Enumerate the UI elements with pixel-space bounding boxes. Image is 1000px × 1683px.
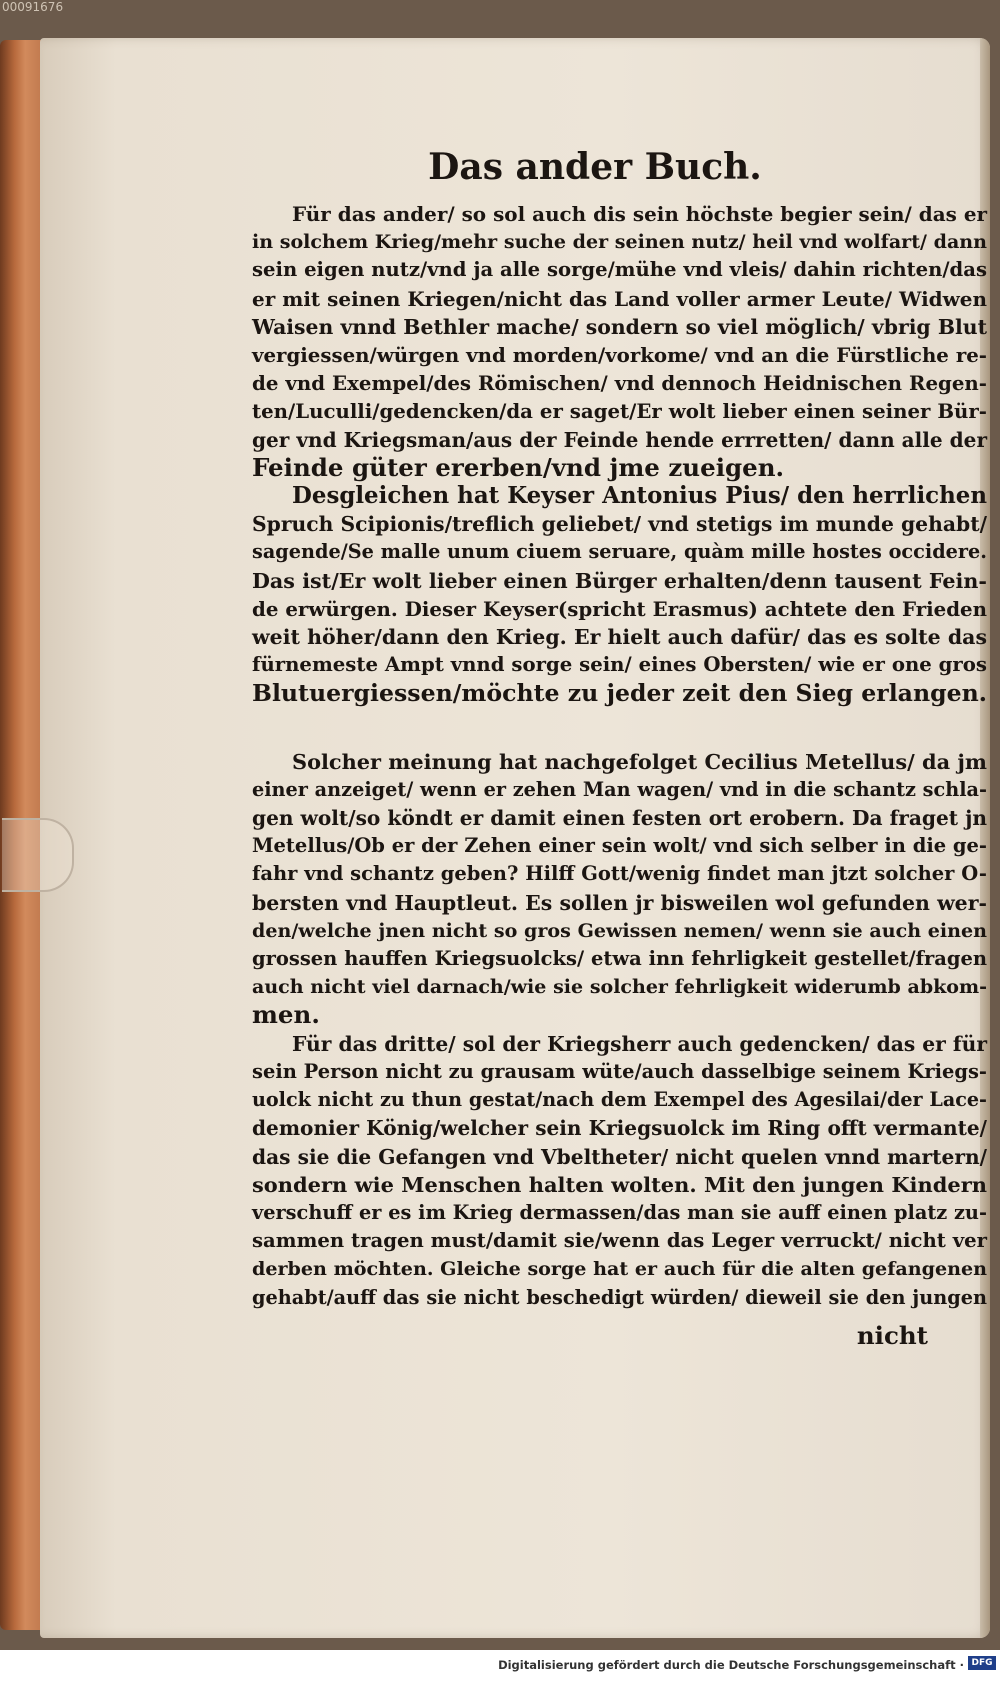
text-line: fürnemeste Ampt vnnd sorge sein/ eines Obersten/ wie er one gros <box>252 653 987 677</box>
scan-id-label: 00091676 <box>2 0 64 14</box>
text-line: auch nicht viel darnach/wie sie solcher fehrligkeit widerumb abkom- <box>252 976 987 999</box>
text-line: men. <box>252 1000 320 1030</box>
text-line: ger vnd Kriegsman/aus der Feinde hende errretten/ dann alle der <box>252 427 987 452</box>
text-line: de erwürgen. Dieser Keyser(spricht Erasmus) achtete den Frieden <box>252 596 987 621</box>
text-line: verschuff er es im Krieg dermassen/das man sie auff einen platz zu- <box>252 1200 987 1224</box>
text-line: Spruch Scipionis/treflich geliebet/ vnd stetigs im munde gehabt/ <box>252 512 987 537</box>
text-line: vergiessen/würgen vnd morden/vorkome/ vnd an die Fürstliche re- <box>252 343 987 368</box>
text-line: sein Person nicht zu grausam wüte/auch dasselbige seinem Kriegs- <box>252 1059 987 1083</box>
text-line: sagende/Se malle unum ciuem seruare, quàm mille hostes occidere. <box>252 540 987 564</box>
text-line: ten/Luculli/gedencken/da er saget/Er wolt lieber einen seiner Bür- <box>252 399 987 424</box>
text-line: gen wolt/so köndt er damit einen festen ort erobern. Da fraget jn <box>252 806 987 831</box>
text-line: in solchem Krieg/mehr suche der seinen nutz/ heil vnd wolfart/ dann <box>252 231 987 254</box>
text-line: Für das ander/ so sol auch dis sein höchste begier sein/ das er <box>292 202 987 226</box>
text-line: demonier König/welcher sein Kriegsuolck im Ring offt vermante/ <box>252 1116 987 1141</box>
text-line: das sie die Gefangen vnd Vbeltheter/ nicht quelen vnnd martern/ <box>252 1144 987 1169</box>
text-line: einer anzeiget/ wenn er zehen Man wagen/ vnd in die schantz schla- <box>252 777 987 801</box>
bookmark-tab <box>2 818 74 892</box>
text-line: Desgleichen hat Keyser Antonius Pius/ den herrlichen <box>292 482 987 510</box>
text-line: Feinde güter ererben/vnd jme zueigen. <box>252 452 785 482</box>
text-line: sondern wie Menschen halten wolten. Mit den jungen Kindern <box>252 1171 987 1197</box>
text-line: Blutuergiessen/möchte zu jeder zeit den Sieg erlangen. <box>252 679 987 708</box>
text-line: de vnd Exempel/des Römischen/ vnd dennoch Heidnischen Regen- <box>252 371 987 396</box>
text-line: Für das dritte/ sol der Kriegsherr auch gedencken/ das er für <box>292 1031 987 1056</box>
text-line: derben möchten. Gleiche sorge hat er auch für die alten gefangenen <box>252 1257 987 1281</box>
text-line: Das ist/Er wolt lieber einen Bürger erhalten/denn tausent Fein- <box>252 568 987 593</box>
text-line: grossen hauffen Kriegsuolcks/ etwa inn fehrligkeit gestellet/fragen <box>252 947 987 971</box>
text-line: bersten vnd Hauptleut. Es sollen jr bisweilen wol gefunden wer- <box>252 890 987 915</box>
body-text <box>252 200 987 1312</box>
footer-credit: Digitalisierung gefördert durch die Deutsche Forschungsgemeinschaft · <box>498 1658 964 1672</box>
running-head: Das ander Buch. <box>428 146 762 188</box>
text-line: weit höher/dann den Krieg. Er hielt auch dafür/ das es solte das <box>252 625 987 650</box>
dfg-logo: DFG <box>968 1656 996 1670</box>
text-line: gehabt/auff das sie nicht beschedigt würden/ dieweil sie den jungen <box>252 1285 987 1309</box>
text-line: sammen tragen must/damit sie/wenn das Leger verruckt/ nicht ver <box>252 1229 987 1253</box>
book-page <box>40 38 990 1638</box>
text-line: uolck nicht zu thun gestat/nach dem Exempel des Agesilai/der Lace- <box>252 1088 987 1112</box>
text-line: sein eigen nutz/vnd ja alle sorge/mühe vnd vleis/ dahin richten/das <box>252 258 987 282</box>
text-line: fahr vnd schantz geben? Hilff Gott/wenig findet man jtzt solcher O- <box>252 862 987 886</box>
text-line: er mit seinen Kriegen/nicht das Land voller armer Leute/ Widwen <box>252 286 987 311</box>
catchword: nicht <box>856 1321 928 1350</box>
text-line: Solcher meinung hat nachgefolget Cecilius Metellus/ da jm <box>292 748 987 774</box>
text-line: Metellus/Ob er der Zehen einer sein wolt/ vnd sich selber in die ge- <box>252 834 987 858</box>
text-line: den/welche jnen nicht so gros Gewissen nemen/ wenn sie auch einen <box>252 919 987 942</box>
text-line: Waisen vnnd Bethler mache/ sondern so viel möglich/ vbrig Blut <box>252 314 987 339</box>
paragraph-gap <box>252 708 987 748</box>
